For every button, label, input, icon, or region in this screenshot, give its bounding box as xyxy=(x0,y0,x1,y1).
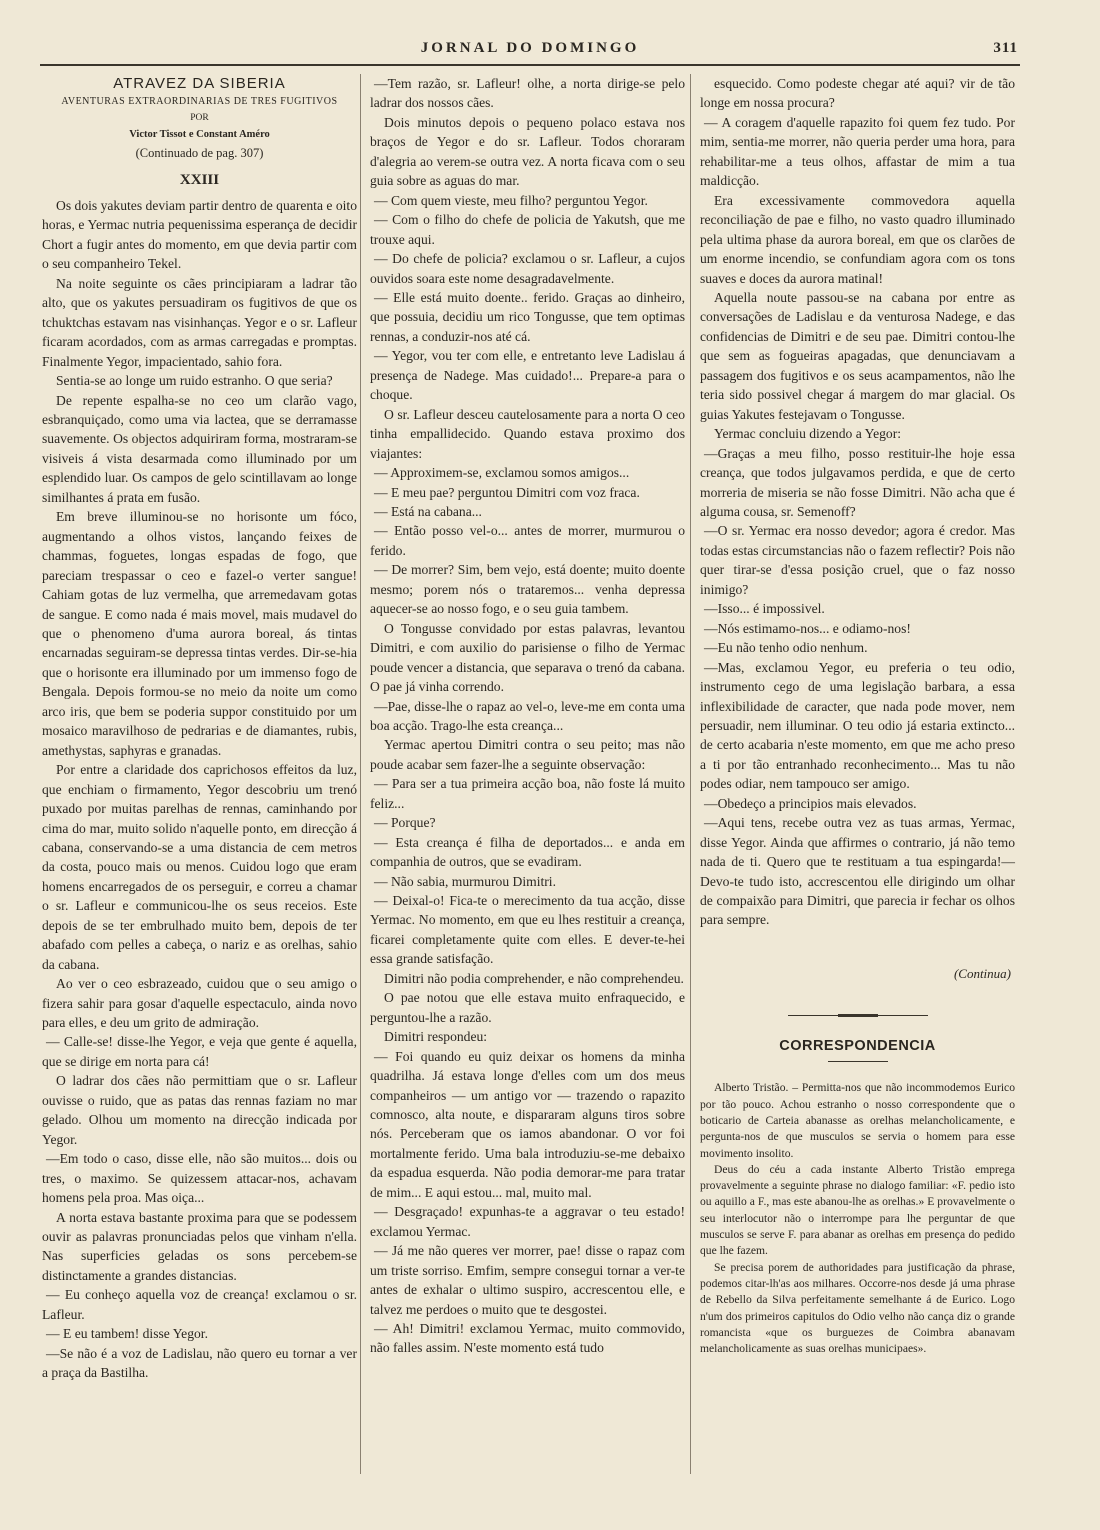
chapter-number: XXIII xyxy=(179,172,220,188)
paragraph: O Tongusse convidado por estas palavras, levantou Dimitri, e com auxilio do parisiense o filho de Yermac poude vencer a distancia, que separava o trenó da cabana. O pae já vinha correndo. xyxy=(370,620,685,695)
article-authors: Victor Tissot e Constant Améro xyxy=(129,129,270,140)
paragraph: O pae notou que elle estava muito enfraquecido, e perguntou-lhe a razão. xyxy=(370,990,685,1025)
paragraph: — Esta creança é filha de deportados... e anda em companhia de outros, que se evadiram. xyxy=(370,834,685,870)
paragraph: — E eu tambem! disse Yegor. xyxy=(46,1326,208,1342)
paragraph: —Pae, disse-lhe o rapaz ao vel-o, leve-me em conta uma boa acção. Trago-lhe esta creança... xyxy=(370,698,685,733)
masthead xyxy=(40,38,1020,66)
paragraph: Aquella noute passou-se na cabana por entre as conversações de Ladislau e da venturosa Nadege, e das confidencias de Dimitri e de seu pae. Dimitri contou-lhe que sem as fogueiras apagadas, que denunciavam a passagem dos fugitivos e os seus acampamentos, não lhe teria sido possivel chegar á margem do mar glacial. Os guias Yakutes festejavam o Tongusse. xyxy=(700,289,1015,422)
paragraph: — Então posso vel-o... antes de morrer, murmurou o ferido. xyxy=(370,523,685,558)
paragraph: O sr. Lafleur desceu cautelosamente para a norta O ceo tinha empallidecido. Quando estava proximo dos viajantes: xyxy=(370,406,685,461)
column-1 xyxy=(42,74,357,1383)
paragraph: —Se não é a voz de Ladislau, não quero eu tornar a ver a praça da Bastilha. xyxy=(42,1345,357,1381)
article-title: ATRAVEZ DA SIBERIA xyxy=(113,75,286,92)
paragraph: — Yegor, vou ter com elle, e entretanto leve Ladislau á presença de Nadege. Mas cuidado!... Prepare-a para o choque. xyxy=(370,348,685,403)
article-subtitle: AVENTURAS EXTRAORDINARIAS DE TRES FUGITIVOS xyxy=(61,96,338,107)
paragraph: Deus do céu a cada instante Alberto Tristão emprega provavelmente a seguinte phrase no dialogo familiar: «F. pedio isto ou aquillo a F., mas este abanou-lhe as orelhas.» E provavelmente o seu interlocutor não o interrompe para lhe perguntar de que musculos se serve F. para abanar as orelhas em presença do pedido que lhe fazem. xyxy=(700,1162,1015,1258)
correspondence-body xyxy=(700,1080,1015,1357)
paragraph: — Não sabia, murmurou Dimitri. xyxy=(374,873,556,889)
paragraph: De repente espalha-se no ceo um clarão vago, esbranquiçado, como uma via lactea, que se derramasse suavemente. Os objectos adquiriram forma, mostraram-se visiveis á vista desarmada como illuminado por um esplendido luar. Os campos de gelo scintillavam ao longe similhantes á prata em fusão. xyxy=(42,392,357,505)
paragraph: Yermac concluiu dizendo a Yegor: xyxy=(714,426,902,442)
paragraph: Dois minutos depois o pequeno polaco estava nos braços de Yegor e do sr. Lafleur. Todos choraram d'alegria ao verem-se outra vez. A norta ficava com o seu guia sobre as aguas do mar. xyxy=(370,114,685,189)
article-continued-note: (Continuado de pag. 307) xyxy=(135,146,264,160)
column-2 xyxy=(370,74,685,1358)
article-byline-por: POR xyxy=(190,113,209,123)
paragraph: A norta estava bastante proxima para que se podessem ouvir as palavras pronunciadas pelos que vinham n'ella. Nas superficies geladas os sons percebem-se distinctamente a grandes distancias. xyxy=(42,1209,357,1283)
paragraph: — Com o filho do chefe de policia de Yakutsh, que me trouxe aqui. xyxy=(370,212,685,247)
paragraph: Yermac apertou Dimitri contra o seu peito; mas não poude acabar sem fazer-lhe a seguinte observação: xyxy=(370,737,685,772)
paragraph: —Em todo o caso, disse elle, não são muitos... dois ou tres, o maximo. Se quizessem attacar-nos, achavam homens pela proa. Mas oiça... xyxy=(42,1151,357,1206)
column-3 xyxy=(700,74,1015,1357)
paragraph: Por entre a claridade dos caprichosos effeitos da luz, que enchiam o firmamento, Yegor descobriu um trenó puxado por muitas parelhas de rennas, caminhando por cima do mar, muito solido n'aquelle ponto, em direcção á cabana, conservando-se a uma distancia de cem metros da costa, pouco mais ou menos. Cuidou logo que eram homens encarregados de os perseguir, e correu a chamar o sr. Lafleur e communicou-lhe os seus receios. Este depois de se ter embrulhado muito bem, depois de ter abafado com pelles a cabeça, o nariz e as orelhas, sahio da cabana. xyxy=(42,762,357,972)
paragraph: — Com quem vieste, meu filho? perguntou Yegor. xyxy=(374,192,648,208)
paragraph: — Está na cabana... xyxy=(374,503,482,519)
paragraph: —Aqui tens, recebe outra vez as tuas armas, Yermac, disse Yegor. Ainda que affirmes o contrario, já não temo nada de ti. Quero que te restituam a tua espingarda!—Devo-te tudo isto, accrescentou elle dirigindo um olhar de compaixão para Dimitri, que parecia ir fechar os olhos para sempre. xyxy=(700,815,1015,928)
paragraph: Dimitri respondeu: xyxy=(384,1029,488,1045)
paragraph: — Do chefe de policia? exclamou o sr. Lafleur, a cujos ouvidos soara este nome desagradavelmente. xyxy=(370,251,685,286)
paragraph: — Deixal-o! Fica-te o merecimento da tua acção, disse Yermac. No momento, em que eu lhes restituir a creança, ficarei completamente quite com elles. E dever-te-hei essa grande satisfação. xyxy=(370,893,685,967)
continued-marker: (Continua) xyxy=(953,965,1011,981)
paragraph: — Já me não queres ver morrer, pae! disse o rapaz com um triste sorriso. Emfim, sempre consegui tornar a ver-te antes de exhalar o ultimo suspiro, accrescentou elle, e talvez me perdoes o muito que te desgostei. xyxy=(370,1243,685,1317)
paragraph: — Approximem-se, exclamou somos amigos... xyxy=(374,465,630,481)
paragraph: — Eu conheço aquella voz de creança! exclamou o sr. Lafleur. xyxy=(42,1287,357,1322)
column-2-body xyxy=(370,74,685,1358)
paragraph: —Eu não tenho odio nenhum. xyxy=(704,640,868,656)
paragraph: —O sr. Yermac era nosso devedor; agora é credor. Mas todas estas circumstancias não o fazem reflectir? Pois não quer tirar-se d'essa posição cruel, que o faz nosso inimigo? xyxy=(700,523,1015,597)
paragraph: — Foi quando eu quiz deixar os homens da minha quadrilha. Já estava longe d'elles com um dos meus companheiros — um antigo vor — trazendo o rapazito comnosco, alta noute, e dispararam alguns tiros sobre nós. Perceberam que os iamos abandonar. O vor foi mortalmente ferido. Uma bala introduziu-se-me debaixo da espadua esquerda. Não podia demorar-me para tratar de mim... E aqui estou... mal, muito mal. xyxy=(370,1048,685,1200)
paragraph: — Porque? xyxy=(374,815,436,831)
paragraph: Sentia-se ao longe um ruido estranho. O que seria? xyxy=(56,373,333,389)
column-3-body xyxy=(700,74,1015,930)
paragraph: — Para ser a tua primeira acção boa, não foste lá muito feliz... xyxy=(370,776,685,811)
paragraph: — E meu pae? perguntou Dimitri com voz fraca. xyxy=(374,484,640,500)
heading-rule xyxy=(828,1061,888,1062)
paragraph: Na noite seguinte os cães principiaram a ladrar tão alto, que os yakutes persuadiram os fugitivos de que os tchuktchas estavam nas visinhanças. Yegor e o sr. Lafleur ficaram acordados, com as armas carregadas e promptas. Finalmente Yegor, impacientado, sahio fora. xyxy=(42,275,357,369)
paragraph: Alberto Tristão. – Permitta-nos que não incommodemos Eurico por tão pouco. Achou estranho o nosso correspondente que o boticario de Carteia abanasse as orelhas melancholicamente, e pergunta-nos de que musculos se servia o homem para esse movimento insolito. xyxy=(700,1081,1015,1160)
section-ornament xyxy=(788,1011,928,1021)
paragraph: —Tem razão, sr. Lafleur! olhe, a norta dirige-se pelo ladrar dos nossos cães. xyxy=(370,76,685,111)
paragraph: Em breve illuminou-se no horisonte um fóco, augmentando a olhos vistos, lançando feixes de chammas, foguetes, longas espadas de fogo, que pareciam trespassar o ceo e fazel-o verter sangue! Cahiam gotas de luz vermelha, que arremedavam gotas de sangue. E como nada é mais movel, mais mudavel do que o phenomeno d'uma aurora boreal, ás tintas encarnadas seguiram-se depressa tintas verdes. Dir-se-hia que o horisonte era illuminado por um immenso fogo de Bengala. Depois formou-se no meio da noite um como arco iris, que bem se poderia suppor constituido por um mosaico maravilhoso de pedrarias e de diamantes, rubis, amethystas, saphyras e granadas. xyxy=(42,509,357,758)
paragraph: — Elle está muito doente.. ferido. Graças ao dinheiro, que possuia, decidiu um rico Tongusse, que tem optimas rennas, a conduzir-nos até cá. xyxy=(370,289,685,344)
paragraph: esquecido. Como podeste chegar até aqui? vir de tão longe em nossa procura? xyxy=(700,76,1015,111)
paragraph: —Graças a meu filho, posso restituir-lhe hoje essa creança, que todos julgavamos perdida, e que de certo morreria de miseria se não fosse Dimitri. Não acha que é alguma cousa, sr. Semenoff? xyxy=(700,445,1015,519)
paragraph: —Obedeço a principios mais elevados. xyxy=(704,795,917,811)
paragraph: — Calle-se! disse-lhe Yegor, e veja que gente é aquella, que se dirige em norta para cá! xyxy=(42,1034,357,1069)
paragraph: O ladrar dos cães não permittiam que o sr. Lafleur ouvisse o ruido, que as patas das rennas faziam no mar gelado. Olhou um momento na direcção indicada por Yegor. xyxy=(42,1073,357,1147)
paragraph: Era excessivamente commovedora aquella reconciliação de pae e filho, no vasto quadro illuminado pela ultima phase da aurora boreal, em que os clarões de um enorme incendio, se confundiam agora com os tons suaves e doces da aurora matinal! xyxy=(700,192,1015,286)
paragraph: — De morrer? Sim, bem vejo, está doente; muito doente mesmo; porem nós o trataremos... venha depressa aquecer-se ao nosso fogo, e o seu guia tambem. xyxy=(370,562,685,617)
journal-title: JORNAL DO DOMINGO xyxy=(420,40,640,56)
paragraph: — A coragem d'aquelle rapazito foi quem fez tudo. Por mim, sentia-me morrer, não queria perder uma hora, para rehabilitar-me a teus olhos, affastar de mim a tua maldicção. xyxy=(700,114,1015,189)
paragraph: Os dois yakutes deviam partir dentro de quarenta e oito horas, e Yermac nutria pequenissima esperança de decidir Chort a fugir antes do momento, em que devia partir com o seu companheiro Tekel. xyxy=(42,198,357,272)
paragraph: —Isso... é impossivel. xyxy=(704,601,825,617)
column-divider xyxy=(360,74,361,1474)
column-1-body xyxy=(42,196,357,1383)
paragraph: — Desgraçado! expunhas-te a aggravar o teu estado! exclamou Yermac. xyxy=(370,1204,685,1239)
paragraph: Dimitri não podia comprehender, e não comprehendeu. xyxy=(384,970,684,986)
paragraph: —Mas, exclamou Yegor, eu preferia o teu odio, instrumento cego de uma legislação barbara, a essa inflexibilidade de caracter, que nada pode mover, nem persuadir, nem illuminar. O teu odio já estaria extincto... de certo acabaria n'este momento, em que me acho preso a ti por tão entranhado reconhecimento... Mas tu não podes odiar, nem tampouco ser amigo. xyxy=(700,659,1015,792)
correspondence-heading: CORRESPONDENCIA xyxy=(779,1038,936,1055)
paragraph: — Ah! Dimitri! exclamou Yermac, muito commovido, não falles assim. N'este momento está tudo xyxy=(370,1321,685,1356)
page-number: 311 xyxy=(993,40,1018,56)
paragraph: Se precisa porem de authoridades para justificação da phrase, podemos citar-lh'as aos milhares. Occorre-nos desde já uma phrase de Rebello da Silva perfeitamente semelhante á de Eurico. Logo n'um dos primeiros capitulos do Odio velho não cança diz o grande romancista «que os burguezes de Coimbra abanavam melancholicamente as suas orelhas municipaes». xyxy=(700,1260,1015,1356)
column-divider xyxy=(690,74,691,1474)
paragraph: —Nós estimamo-nos... e odiamo-nos! xyxy=(704,620,911,636)
paragraph: Ao ver o ceo esbrazeado, cuidou que o seu amigo o fizera sahir para gosar d'aquelle espectaculo, ainda novo para elles, e deu um grito de admiração. xyxy=(42,976,357,1031)
